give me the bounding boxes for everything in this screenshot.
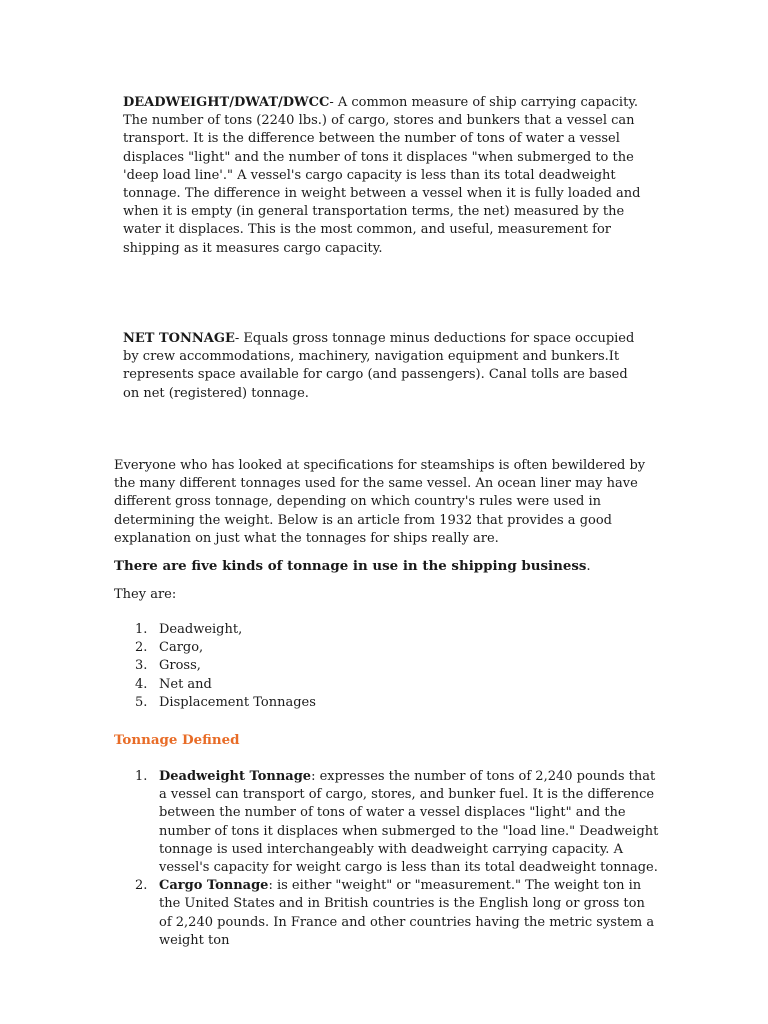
list-item-text: Displacement Tonnages bbox=[159, 694, 316, 710]
list-item bbox=[114, 768, 659, 877]
tonnage-kinds-list bbox=[114, 621, 514, 712]
five-kinds-end: . bbox=[586, 559, 591, 574]
list-number: 1. bbox=[135, 622, 148, 637]
list-item bbox=[114, 657, 514, 675]
list-item bbox=[114, 621, 514, 639]
list-item bbox=[114, 676, 514, 694]
list-number: 2. bbox=[135, 640, 148, 656]
list-number: 2. bbox=[135, 878, 148, 894]
net-tonnage-text: - Equals gross tonnage minus deductions for space occupied by crew accommodations, machinery, navigation equipment and bunkers.It represents space available for cargo (and passengers). Canal tolls are based on net (registered) tonnage. bbox=[123, 331, 635, 401]
definition-term: Cargo Tonnage bbox=[159, 878, 269, 894]
list-item bbox=[114, 639, 514, 657]
they-are-label: They are: bbox=[114, 587, 177, 602]
definition-body bbox=[159, 768, 659, 877]
list-item-text: Gross, bbox=[159, 658, 201, 674]
list-item-text: Net and bbox=[159, 676, 212, 692]
list-item-text: Deadweight, bbox=[159, 622, 243, 637]
definition-text: : is either "weight" or "measurement." The weight ton in the United States and in British countries is the English long or gross ton of 2,240 pounds. In France and other countries having the metric system a weight ton bbox=[159, 878, 655, 948]
list-item bbox=[114, 877, 659, 950]
list-item-text: Cargo, bbox=[159, 640, 204, 656]
five-kinds-bold: There are five kinds of tonnage in use in the shipping business bbox=[114, 558, 587, 574]
definition-term: Deadweight Tonnage bbox=[159, 769, 312, 784]
list-number: 3. bbox=[135, 658, 148, 674]
five-kinds-statement bbox=[114, 557, 654, 576]
list-number: 4. bbox=[135, 676, 148, 692]
definition-body bbox=[159, 877, 659, 950]
list-number: 1. bbox=[135, 769, 148, 784]
definition-text: : expresses the number of tons of 2,240 pounds that a vessel can transport of cargo, stores, and bunker fuel. It is the difference between the number of tons of water a vessel displaces "light" and the number of tons it displaces when submerged to the "load line." Deadweight tonnage is used interchangeably with deadweight carrying capacity. A vessel's capacity for weight cargo is less than its total deadweight tonnage. bbox=[159, 769, 659, 876]
net-tonnage-definition bbox=[123, 330, 643, 403]
dwat-term: DEADWEIGHT/DWAT/DWCC bbox=[123, 95, 330, 110]
intro-paragraph: Everyone who has looked at specifications for steamships is often bewildered by the many different tonnages used for the same vessel. An ocean liner may have different gross tonnage, depending on which country's rules were used in determining the weight. Below is an article from 1932 that provides a good explanation on just what the tonnages for ships really are. bbox=[114, 458, 646, 546]
section-heading: Tonnage Defined bbox=[114, 732, 240, 748]
net-tonnage-term: NET TONNAGE bbox=[123, 331, 235, 346]
dwat-definition bbox=[123, 94, 653, 258]
dwat-text: - A common measure of ship carrying capacity. The number of tons (2240 lbs.) of cargo, stores and bunkers that a vessel can transport. It is the difference between the number of tons of water a vessel displaces "light" and the number of tons it displaces "when submerged to the 'deep load line'." A vessel's cargo capacity is less than its total deadweight tonnage. The difference in weight between a vessel when it is fully loaded and when it is empty (in general transportation terms, the net) measured by the water it displaces. This is the most common, and useful, measurement for shipping as it measures cargo capacity. bbox=[123, 95, 641, 256]
definitions-list bbox=[114, 768, 659, 950]
list-number: 5. bbox=[135, 694, 148, 710]
list-item bbox=[114, 694, 514, 712]
